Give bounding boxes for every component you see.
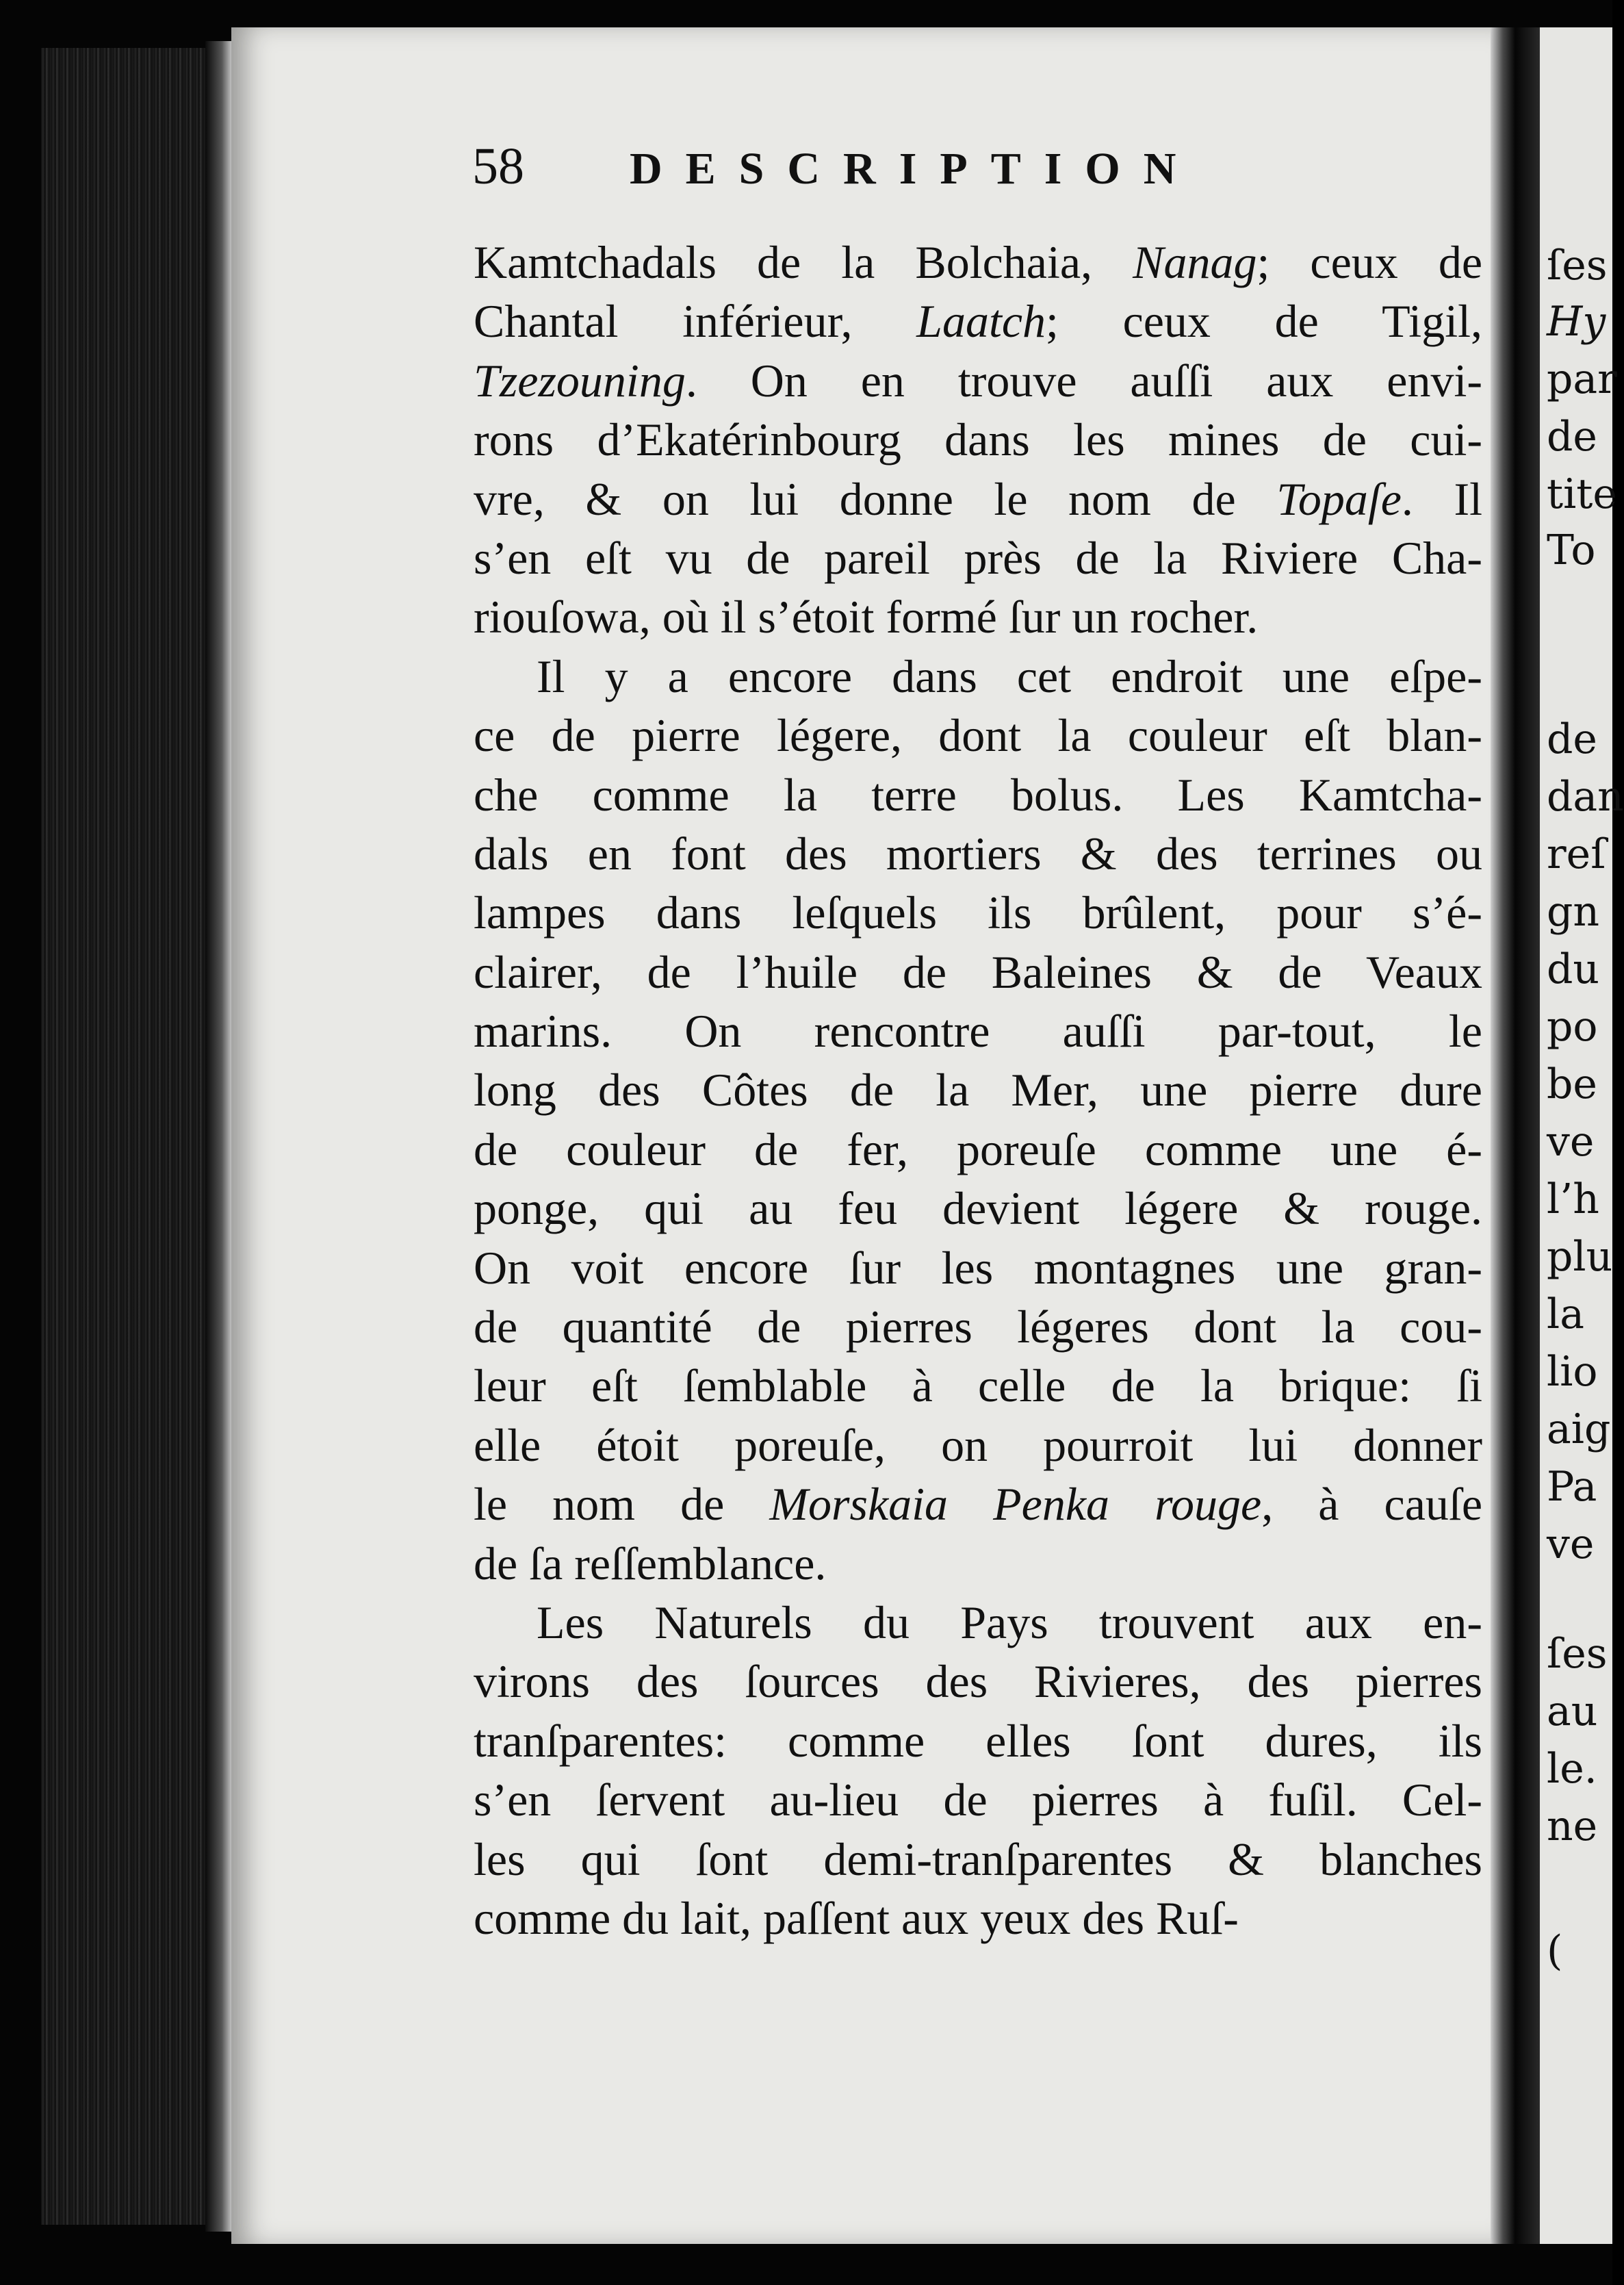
text-line [474, 1711, 1482, 1770]
text-line [474, 1652, 1482, 1711]
text-run: ce de pierre légere, dont la couleur eſt blan- [474, 709, 1482, 762]
facing-text-fragment: de [1547, 715, 1597, 763]
text-run: ; ceux de [1256, 236, 1482, 288]
text-run: Chantal inférieur, [474, 295, 917, 348]
text-line [474, 1475, 1482, 1533]
text-run: rons d’Ekatérinbourg dans les mines de cui- [474, 413, 1482, 466]
text-run: le nom de [474, 1478, 770, 1531]
running-title: DESCRIPTION [630, 144, 1200, 194]
facing-text-fragment: dan [1547, 773, 1624, 821]
facing-text-fragment: la [1547, 1290, 1584, 1338]
text-run: s’en eſt vu de pareil près de la Riviere Cha- [474, 531, 1482, 584]
text-run: ponge, qui au feu devient légere & rouge. [474, 1182, 1482, 1235]
facing-text-fragment: ſes [1547, 242, 1608, 290]
text-line [474, 1593, 1482, 1652]
facing-text-fragment: gn [1547, 888, 1600, 936]
text-run: comme du lait, paſſent aux yeux des Ruſ- [474, 1891, 1239, 1944]
text-run: de quantité de pierres légeres dont la cou- [474, 1301, 1482, 1353]
text-run: Kamtchadals de la Bolchaia, [474, 236, 1133, 288]
text-run: clairer, de l’huile de Baleines & de Veaux [474, 945, 1482, 998]
text-line [474, 1770, 1482, 1829]
text-run: long des Côtes de la Mer, une pierre dure [474, 1064, 1482, 1116]
paragraph [474, 233, 1482, 647]
text-line [474, 883, 1482, 942]
text-line [474, 587, 1482, 646]
text-line [474, 1889, 1482, 1948]
italic-term: Nanag [1133, 236, 1257, 288]
body-text [474, 233, 1482, 1948]
paragraph [474, 1593, 1482, 1948]
facing-text-fragment: ( [1547, 1927, 1563, 1975]
paragraph [474, 647, 1482, 1593]
text-line [474, 1297, 1482, 1356]
text-line [474, 1060, 1482, 1119]
facing-text-fragment: du [1547, 945, 1600, 993]
text-run: de ſa reſſemblance. [474, 1537, 827, 1590]
facing-text-fragment: au [1547, 1687, 1598, 1735]
facing-text-fragment: reſ [1547, 830, 1606, 878]
text-line [474, 1416, 1482, 1475]
page-number: 58 [472, 138, 524, 195]
text-run: . On en trouve auſſi aux envi- [685, 354, 1482, 407]
facing-text-fragment: de [1547, 413, 1597, 461]
facing-page-fragment [1540, 27, 1624, 2244]
facing-text-fragment: ve [1547, 1118, 1595, 1166]
facing-text-fragment: Pa [1547, 1463, 1597, 1511]
text-line [474, 1356, 1482, 1415]
text-run: che comme la terre bolus. Les Kamtcha- [474, 768, 1482, 821]
book-gutter [1491, 27, 1540, 2244]
italic-term: Tzezouning [474, 354, 686, 407]
text-line [474, 647, 1482, 706]
facing-text-fragment: lio [1547, 1348, 1598, 1396]
text-run: . Il [1401, 472, 1482, 525]
page-edge-shadow [205, 41, 233, 2232]
text-run: virons des ſources des Rivieres, des pierres [474, 1655, 1482, 1708]
text-line [474, 1120, 1482, 1179]
text-run: lampes dans leſquels ils brûlent, pour s’é- [474, 886, 1482, 939]
text-line [474, 943, 1482, 1001]
facing-text-fragment: ne [1547, 1802, 1598, 1850]
facing-text-fragment: be [1547, 1060, 1597, 1108]
facing-text-fragment: aig [1547, 1405, 1611, 1453]
text-run: marins. On rencontre auſſi par-tout, le [474, 1005, 1482, 1058]
facing-text-fragment: ve [1547, 1520, 1595, 1568]
text-run: tranſparentes: comme elles ſont dures, ils [474, 1714, 1482, 1767]
italic-term: Laatch [916, 295, 1046, 348]
text-line [474, 292, 1482, 350]
text-run: ; ceux de Tigil, [1046, 295, 1482, 348]
text-run: On voit encore ſur les montagnes une gran- [474, 1241, 1482, 1294]
italic-term: Topaſe [1276, 472, 1402, 525]
facing-text-fragment: po [1547, 1003, 1598, 1051]
text-line [474, 528, 1482, 587]
facing-text-fragment: par [1547, 355, 1617, 403]
text-run: les qui ſont demi-tranſparentes & blanches [474, 1833, 1482, 1885]
text-run: leur eſt ſemblable à celle de la brique: ſi [474, 1359, 1482, 1412]
book-spine [41, 48, 233, 2225]
text-run: riouſowa, où il s’étoit formé ſur un rocher. [474, 591, 1259, 643]
text-line [474, 1179, 1482, 1238]
facing-text-fragment: ſes [1547, 1630, 1608, 1678]
text-line [474, 351, 1482, 410]
text-line [474, 824, 1482, 883]
facing-text-fragment: To [1547, 526, 1596, 574]
facing-text-fragment: tite [1547, 470, 1617, 518]
text-line [474, 1001, 1482, 1060]
text-run: Il y a encore dans cet endroit une eſpe- [537, 650, 1482, 702]
text-line [474, 410, 1482, 469]
text-run: dals en font des mortiers & des terrines ou [474, 827, 1482, 880]
text-line [474, 706, 1482, 765]
facing-text-fragment: plu [1547, 1233, 1613, 1281]
text-run: de couleur de fer, poreuſe comme une é- [474, 1123, 1482, 1175]
facing-text-fragment: l’h [1547, 1175, 1599, 1223]
text-line [474, 765, 1482, 824]
facing-text-fragment: Hy [1547, 298, 1606, 346]
facing-text-fragment: le. [1547, 1745, 1597, 1793]
text-line [474, 1534, 1482, 1593]
text-line [474, 1238, 1482, 1297]
italic-term: Morskaia Penka rouge [769, 1478, 1262, 1531]
text-run: elle étoit poreuſe, on pourroit lui donner [474, 1418, 1482, 1471]
text-run: Les Naturels du Pays trouvent aux en- [537, 1596, 1482, 1648]
text-run: vre, & on lui donne le nom de [474, 472, 1277, 525]
text-run: , à cauſe [1261, 1478, 1482, 1531]
text-run: s’en ſervent au-lieu de pierres à fuſil. Cel- [474, 1774, 1482, 1826]
page-header [472, 137, 1199, 196]
text-line [474, 233, 1482, 292]
text-line [474, 1830, 1482, 1889]
text-line [474, 470, 1482, 528]
